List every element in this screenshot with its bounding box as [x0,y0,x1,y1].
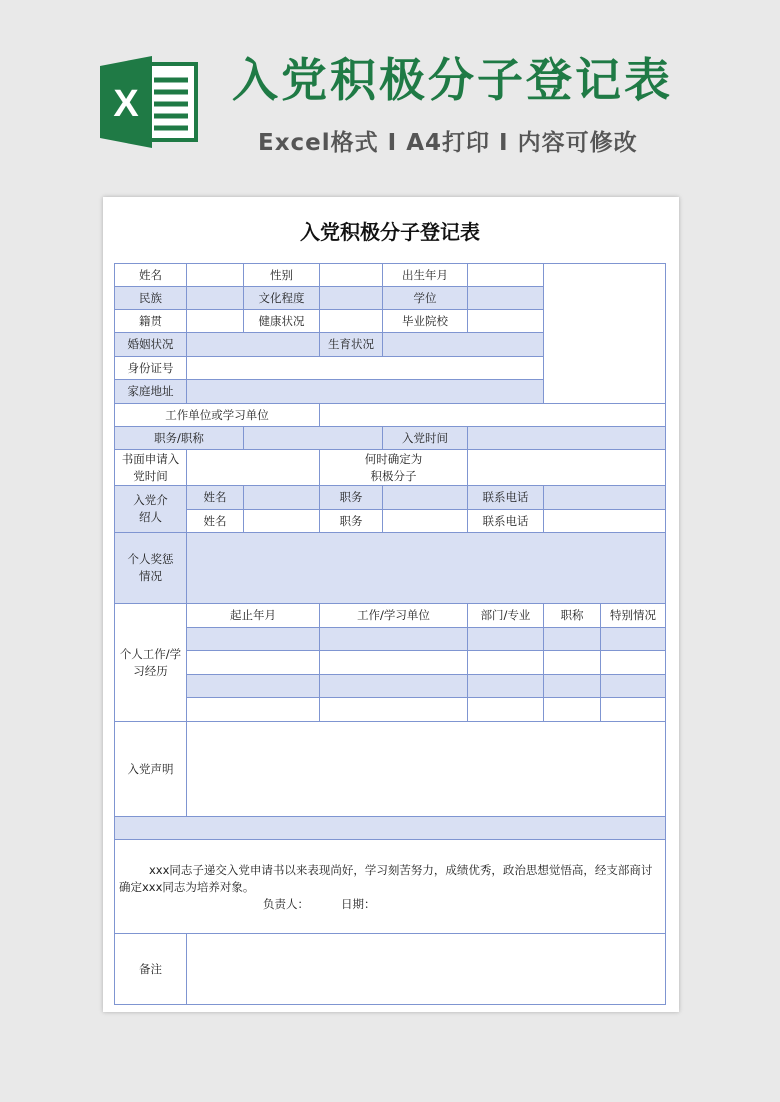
label-fertility: 生育状况 [319,332,383,357]
field-fertility[interactable] [382,332,544,357]
header-exp-special: 特别情况 [600,603,666,628]
label-gender: 性别 [243,263,320,287]
label-apply-time: 书面申请入党时间 [114,449,187,486]
label-intro1-duty: 职务 [319,485,383,510]
field-remarks[interactable] [186,933,666,1005]
label-degree: 学位 [382,286,468,310]
field-confirm-time[interactable] [467,449,666,486]
exp-row2-period[interactable] [186,650,320,675]
field-marriage[interactable] [186,332,320,357]
header-exp-title: 职称 [543,603,601,628]
label-education: 文化程度 [243,286,320,310]
label-declaration: 入党声明 [114,721,187,817]
exp-row1-period[interactable] [186,627,320,651]
exp-row3-dept[interactable] [467,674,544,698]
field-school[interactable] [467,309,544,333]
signer-label: 负责人： [263,897,309,911]
field-intro2-name[interactable] [243,509,320,533]
exp-row4-special[interactable] [600,697,666,722]
label-intro2-duty: 职务 [319,509,383,533]
field-declaration[interactable] [186,721,666,817]
field-degree[interactable] [467,286,544,310]
field-ethnicity[interactable] [186,286,244,310]
field-intro1-phone[interactable] [543,485,666,510]
exp-row2-dept[interactable] [467,650,544,675]
exp-row4-period[interactable] [186,697,320,722]
label-id-number: 身份证号 [114,356,187,380]
exp-row4-title[interactable] [543,697,601,722]
label-awards: 个人奖惩情况 [114,532,187,604]
photo-box[interactable] [543,263,666,404]
field-position[interactable] [243,426,383,450]
exp-row2-special[interactable] [600,650,666,675]
label-intro2-name: 姓名 [186,509,244,533]
banner-subtitle: Excel格式 I A4打印 I 内容可修改 [258,130,638,156]
field-intro1-name[interactable] [243,485,320,510]
exp-row1-dept[interactable] [467,627,544,651]
opinion-text: xxx同志子递交入党申请书以来表现尚好，学习刻苦努力，成绩优秀，政治思想觉悟高，经支部商讨确定xxx同志为培养对象。 [119,863,653,894]
opinion-box[interactable] [114,839,666,934]
date-label: 日期： [341,897,376,911]
label-remarks: 备注 [114,933,187,1005]
exp-row3-special[interactable] [600,674,666,698]
form-title: 入党积极分子登记表 [300,220,480,244]
label-confirm-time: 何时确定为积极分子 [319,449,468,486]
field-id-number[interactable] [186,356,544,380]
label-address: 家庭地址 [114,379,187,404]
field-intro1-duty[interactable] [382,485,468,510]
field-gender[interactable] [319,263,383,287]
field-address[interactable] [186,379,544,404]
label-work-unit: 工作单位或学习单位 [114,403,320,427]
label-intro1-name: 姓名 [186,485,244,510]
field-join-time[interactable] [467,426,666,450]
banner-title: 入党积极分子登记表 [232,53,673,107]
label-intro1-phone: 联系电话 [467,485,544,510]
field-intro2-duty[interactable] [382,509,468,533]
exp-row4-dept[interactable] [467,697,544,722]
exp-row2-title[interactable] [543,650,601,675]
label-join-time: 入党时间 [382,426,468,450]
label-name: 姓名 [114,263,187,287]
exp-row1-unit[interactable] [319,627,468,651]
exp-row1-special[interactable] [600,627,666,651]
field-name[interactable] [186,263,244,287]
opinion-header [114,816,666,840]
label-introducer: 入党介绍人 [114,485,187,533]
label-school: 毕业院校 [382,309,468,333]
exp-row3-title[interactable] [543,674,601,698]
field-birth[interactable] [467,263,544,287]
field-health[interactable] [319,309,383,333]
excel-icon [100,56,200,148]
label-marriage: 婚姻状况 [114,332,187,357]
exp-row3-unit[interactable] [319,674,468,698]
excel-icon-letter: X [113,83,139,125]
field-education[interactable] [319,286,383,310]
header-exp-unit: 工作/学习单位 [319,603,468,628]
field-awards[interactable] [186,532,666,604]
exp-row1-title[interactable] [543,627,601,651]
header-exp-period: 起止年月 [186,603,320,628]
header-exp-dept: 部门/专业 [467,603,544,628]
exp-row4-unit[interactable] [319,697,468,722]
label-health: 健康状况 [243,309,320,333]
label-position: 职务/职称 [114,426,244,450]
field-native-place[interactable] [186,309,244,333]
label-native-place: 籍贯 [114,309,187,333]
field-apply-time[interactable] [186,449,320,486]
label-ethnicity: 民族 [114,286,187,310]
field-work-unit[interactable] [319,403,666,427]
label-experience: 个人工作/学习经历 [114,603,187,722]
label-intro2-phone: 联系电话 [467,509,544,533]
banner [0,0,780,190]
label-birth: 出生年月 [382,263,468,287]
exp-row3-period[interactable] [186,674,320,698]
exp-row2-unit[interactable] [319,650,468,675]
field-intro2-phone[interactable] [543,509,666,533]
